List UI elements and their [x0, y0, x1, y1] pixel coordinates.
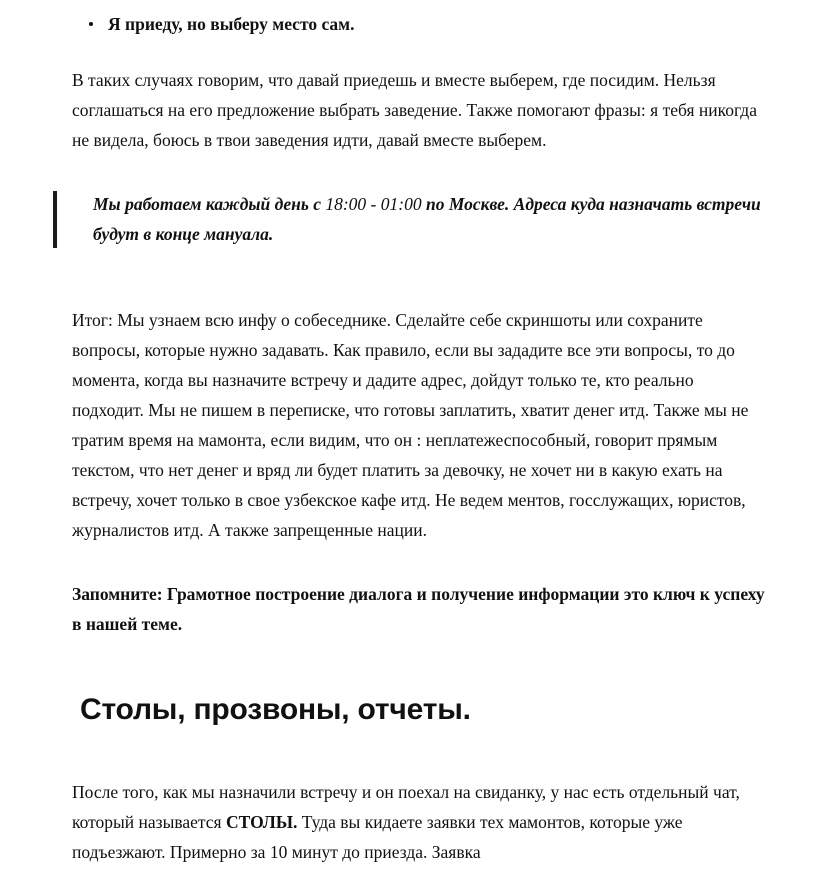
paragraph-tables-emphasis: СТОЛЫ.	[225, 812, 298, 832]
paragraph-tables-part1: После того, как мы назначили встречу и он поехал на свиданку, у нас есть отдельный чат, который называется	[72, 782, 740, 832]
blockquote-text-part2: по Москве. Адреса куда назначать встречи будут в конце мануала.	[93, 194, 761, 244]
blockquote-time-range: 18:00 - 01:00	[325, 194, 422, 214]
blockquote	[72, 189, 765, 249]
spacer	[72, 249, 765, 305]
bullet-list	[72, 0, 765, 39]
page-title: Столы, прозвоны, отчеты.	[80, 693, 471, 726]
paragraph-intro: В таких случаях говорим, что давай приедешь и вместе выберем, где посидим. Нельзя соглашаться на его предложение выбрать заведение. Также помогают фразы: я тебя никогда не видела, боюсь в твои заведения идти, давай вместе выберем.	[72, 70, 757, 150]
spacer	[72, 39, 765, 65]
blockquote-accent-bar	[53, 191, 57, 248]
spacer	[72, 729, 765, 777]
spacer	[72, 639, 765, 691]
blockquote-text-part1: Мы работаем каждый день с	[93, 194, 326, 214]
spacer	[72, 155, 765, 189]
paragraph-remember: Запомните: Грамотное построение диалога и получение информации это ключ к успеху в нашей теме.	[72, 584, 765, 634]
paragraph-summary: Итог: Мы узнаем всю инфу о собеседнике. Сделайте себе скриншоты или сохраните вопросы, которые нужно задавать. Как правило, если вы зададите все эти вопросы, то до момента, когда вы назначите встречу и дадите адрес, дойдут только те, кто реально подходит. Мы не пишем в переписке, что готовы заплатить, хватит денег итд. Также мы не тратим время на мамонта, если видим, что он : неплатежеспособный, говорит прямым текстом, что нет денег и вряд ли будет платить за девочку, не хочет ни в какую ехать на встречу, хочет только в свое узбекское кафе итд. Не ведем ментов, госслужащих, юристов, журналистов итд. А также запрещенные нации.	[72, 310, 749, 540]
spacer	[72, 545, 765, 579]
blockquote-text	[93, 189, 765, 249]
list-item	[108, 0, 765, 39]
paragraph-tables-part2: Туда вы кидаете заявки тех мамонтов, которые уже подъезжают. Примерно за 10 минут до приезда. Заявка	[72, 812, 683, 862]
paragraph-tables	[72, 777, 765, 867]
list-item-label: Я приеду, но выберу место сам.	[108, 14, 355, 34]
